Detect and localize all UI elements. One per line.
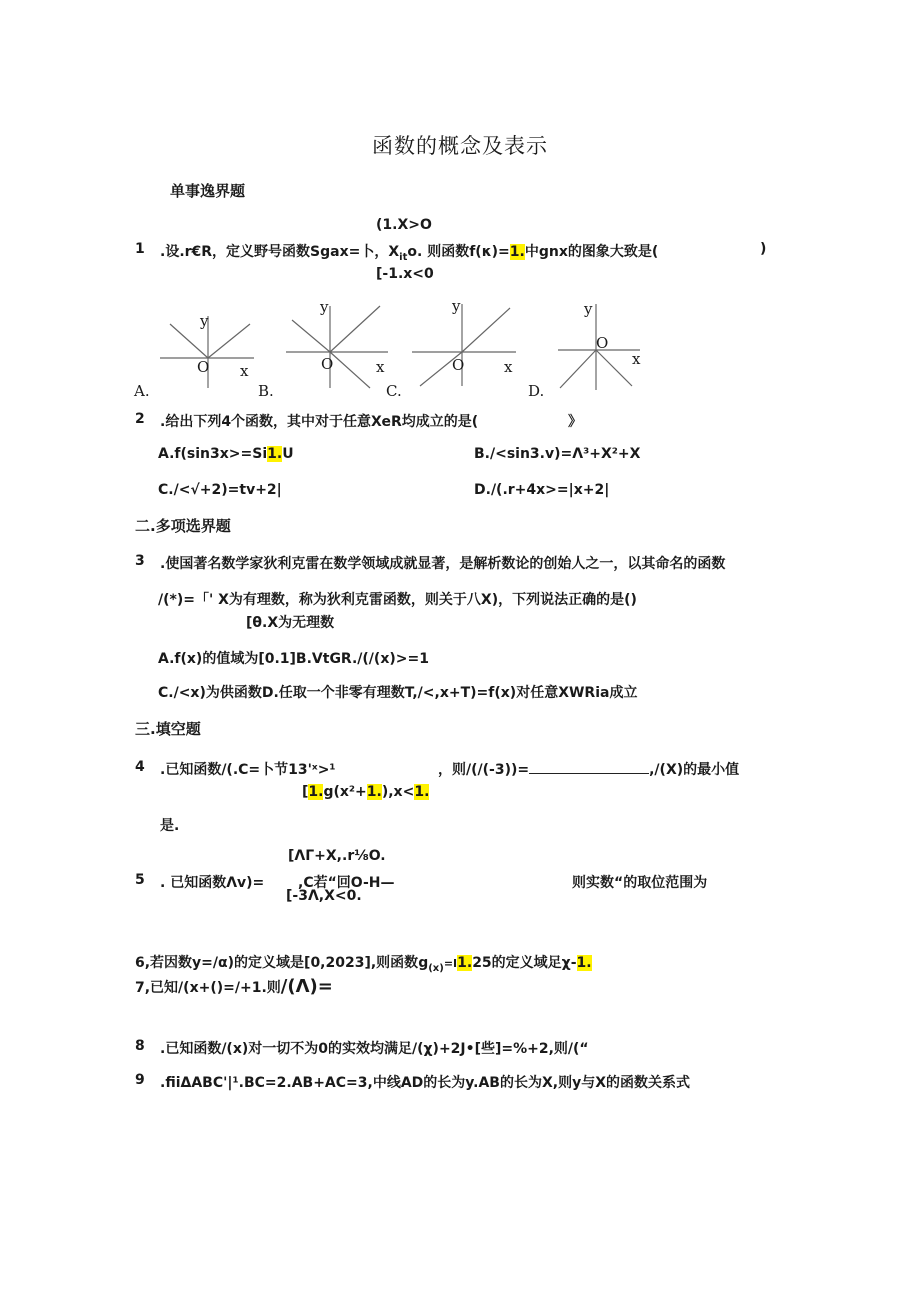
q6-sub: (x) <box>428 962 444 974</box>
graph-b-svg <box>284 300 394 390</box>
q5-case2: [-3Λ,X<0. <box>286 888 362 904</box>
q1-highlight: 1. <box>509 244 525 260</box>
q4-case2-mid: g(x²+ <box>323 784 367 800</box>
q5-tail: 则实数“的取位范围为 <box>572 875 708 891</box>
q1-number: 1 <box>135 241 145 257</box>
question-1 <box>160 241 658 263</box>
q1-text-mid: o. 则函数f(κ)= <box>407 244 510 260</box>
q5-mid: ,C若“回O-H— <box>298 875 395 891</box>
q1-subscript: it <box>399 251 408 263</box>
graph-b[interactable] <box>284 300 394 390</box>
q1-piecewise-case2: [-1.x<0 <box>376 266 434 282</box>
q2-text: .给出下列4个函数，其中对于任意XeR均成立的是( <box>160 414 479 430</box>
section-heading-single-choice: 单事逸界题 <box>170 182 246 200</box>
q4-tail: ,/(X)的最小值 <box>649 762 740 778</box>
graph-c-origin: O <box>452 356 465 374</box>
q4-mid: ，则/(/(-3))= <box>438 762 530 778</box>
q2-close: 》 <box>568 414 582 430</box>
q2-option-a-post: U <box>282 446 294 462</box>
q4-case2-highlight-2: 1. <box>366 784 382 800</box>
q4-blank-line <box>438 759 739 779</box>
graph-c-y-label: y <box>452 297 461 315</box>
graph-d-label: D. <box>528 382 545 400</box>
graph-d-y-label: y <box>584 300 593 318</box>
graph-b-label: B. <box>258 382 274 400</box>
q5-case1: [ΛΓ+X,.r⅛O. <box>288 848 386 864</box>
graph-c-x-label: x <box>504 358 513 376</box>
q1-piecewise-case1: (1.X>O <box>376 217 432 233</box>
graph-c-label: C. <box>386 382 402 400</box>
q2-option-a-pre: A.f(sin3x>=Si <box>158 446 268 462</box>
q4-case2-highlight-1: 1. <box>308 784 324 800</box>
q6-highlight-2: 1. <box>576 955 592 971</box>
q2-option-c[interactable]: C./<√+2)=tv+2| <box>158 482 282 498</box>
q7-text: 7,已知/(x+()=/+1.则 <box>135 980 281 996</box>
q2-option-a[interactable] <box>158 446 294 462</box>
q4-case2 <box>302 784 429 800</box>
q3-line1: .使国著名数学家狄利克雷在数学领域成就显著，是解析数论的创始人之一，以其命名的函数 <box>160 556 726 572</box>
q3-line2: /(*)=「' X为有理数，称为狄利克雷函数，则关于八X)，下列说法正确的是() <box>158 592 637 608</box>
graph-b-x-label: x <box>376 358 385 376</box>
q8-text: .已知函数/(x)对一切不为0的实效均满足/(χ)+2J•[些]=%+2,则/(“ <box>160 1041 589 1057</box>
q6-pre: 6,若因数y=/α)的定义域是[0,2023],则函数 <box>135 955 419 971</box>
q6-mid: 25的定义域足χ- <box>472 955 577 971</box>
question-6 <box>135 952 592 974</box>
graph-d-origin: O <box>596 334 609 352</box>
q8-number: 8 <box>135 1038 145 1054</box>
graph-a-origin: O <box>197 358 210 376</box>
q2-number: 2 <box>135 411 145 427</box>
q4-line3: 是. <box>160 818 180 834</box>
q3-number: 3 <box>135 553 145 569</box>
q1-text-pre: .设.r€R，定义野号函数Sgax=卜，X <box>160 244 400 260</box>
q6-eq: =I <box>443 957 458 970</box>
graph-a-x-label: x <box>240 362 249 380</box>
q2-option-a-highlight: 1. <box>267 446 283 462</box>
q4-number: 4 <box>135 759 145 775</box>
q6-g: g <box>418 955 429 971</box>
q3-options-cd[interactable]: C./<x)为供函数D.任取一个非零有理数T,/<,x+T)=f(x)对任意XWRia成立 <box>158 685 638 701</box>
q1-text-post: 中gnx的图象大致是( <box>524 244 659 260</box>
q6-highlight: 1. <box>457 955 473 971</box>
q4-answer-blank[interactable] <box>529 761 649 774</box>
q4-line1: .已知函数/(.C=卜节13'ˣ>¹ <box>160 762 336 778</box>
q3-options-ab[interactable]: A.f(x)的值域为[0.1]B.VtGR./(/(x)>=1 <box>158 651 429 667</box>
q5-text: . 已知函数Λv)= <box>160 875 265 891</box>
question-7 <box>135 976 333 997</box>
section-heading-fill-in: 三.填空题 <box>135 720 201 738</box>
graph-a-label: A. <box>134 382 150 400</box>
q9-number: 9 <box>135 1072 145 1088</box>
q9-text: .fiiΔABC'|¹.BC=2.AB+AC=3,中线AD的长为y.AB的长为X,则y与X的函数关系式 <box>160 1075 690 1091</box>
section-heading-multi-choice: 二.多项选界题 <box>135 517 231 535</box>
graph-a-y-label: y <box>200 312 209 330</box>
q5-number: 5 <box>135 872 145 888</box>
q3-line3: [θ.X为无理数 <box>246 615 335 631</box>
page-title: 函数的概念及表示 <box>372 134 548 158</box>
q2-option-d[interactable]: D./(.r+4x>=|x+2| <box>474 482 610 498</box>
q7-big: /(Λ)= <box>280 976 333 997</box>
graph-b-y-label: y <box>320 298 329 316</box>
q4-case2-highlight-3: 1. <box>414 784 430 800</box>
graph-b-origin: O <box>321 355 334 373</box>
graph-d-x-label: x <box>632 350 641 368</box>
q2-option-b[interactable]: B./<sin3.v)=Λ³+X²+X <box>474 446 641 462</box>
q1-close-paren: ) <box>760 241 767 257</box>
q4-case2-post: ),x< <box>381 784 415 800</box>
q4-case2-pre: [ <box>302 784 309 800</box>
